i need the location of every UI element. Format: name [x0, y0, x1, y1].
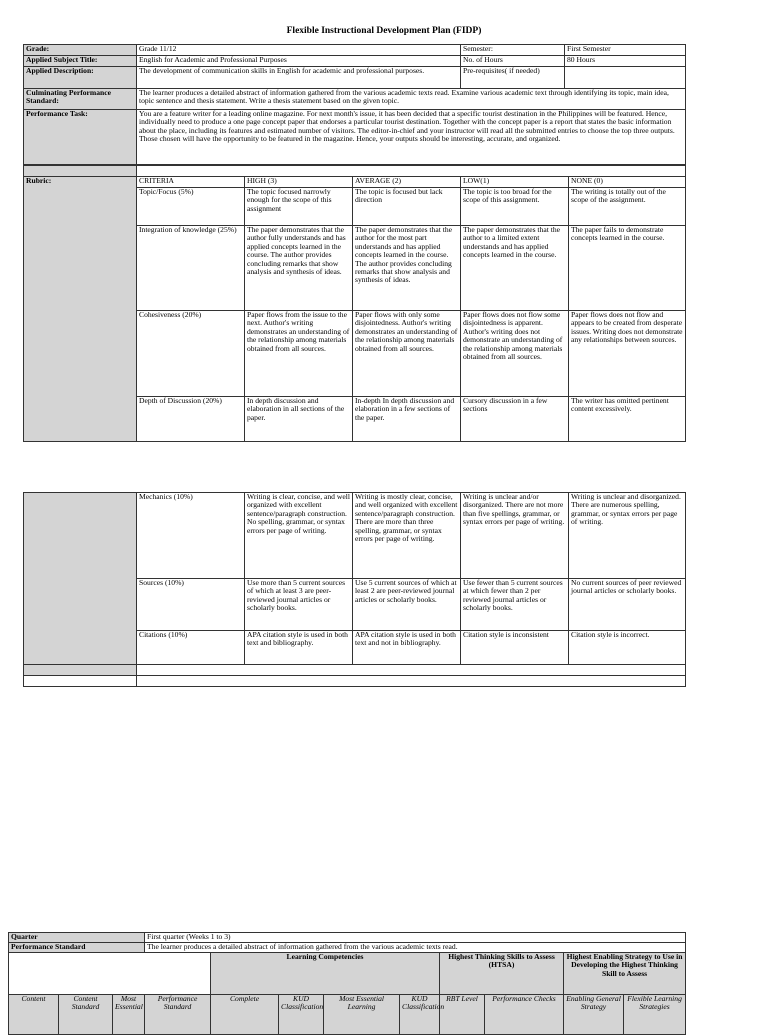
learning-competencies-header: Learning Competencies: [211, 953, 440, 995]
grade-label: Grade:: [24, 45, 137, 56]
quarter-value: First quarter (Weeks 1 to 3): [145, 933, 686, 943]
rubric-criterion: Mechanics (10%): [137, 493, 245, 579]
rubric-cell: Use more than 5 current sources of which at least 3 are peer-reviewed journal articles or scholarly books.: [245, 579, 353, 631]
column-header: KUD Classification: [400, 995, 440, 1035]
quarter-label: Quarter: [9, 933, 145, 943]
rubric-cell: Citation style is incorrect.: [569, 631, 686, 665]
subject-value: English for Academic and Professional Purposes: [137, 56, 461, 67]
rubric-label: Rubric:: [24, 177, 137, 442]
performance-standard-value: The learner produces a detailed abstract of information gathered from the various academic texts read.: [145, 943, 686, 953]
rubric-cell: The paper fails to demonstrate concepts learned in the course.: [569, 226, 686, 311]
standard-label: Culminating Performance Standard:: [24, 89, 137, 110]
prereq-value: [565, 67, 686, 89]
column-header: Flexible Learning Strategies: [624, 995, 686, 1035]
rubric-criterion: Depth of Discussion (20%): [137, 397, 245, 442]
column-header: Enabling General Strategy: [564, 995, 624, 1035]
rubric-cell: In-depth In depth discussion and elaboration in a few sections of the paper.: [353, 397, 461, 442]
prereq-label: Pre-requisites( if needed): [461, 67, 565, 89]
column-header: Performance Checks: [485, 995, 564, 1035]
column-header: RBT Level: [440, 995, 485, 1035]
rubric-cell: APA citation style is used in both text and not in bibliography.: [353, 631, 461, 665]
hours-value: 80 Hours: [565, 56, 686, 67]
column-header: Most Essential Learning: [324, 995, 400, 1035]
rubric-cell: The writer has omitted pertinent content excessively.: [569, 397, 686, 442]
column-header: KUD Classification: [279, 995, 324, 1035]
column-header: Performance Standard: [145, 995, 211, 1035]
description-value: The development of communication skills in English for academic and professional purposes.: [137, 67, 461, 89]
rubric-cell: Cursory discussion in a few sections: [461, 397, 569, 442]
rubric-criterion: Cohesiveness (20%): [137, 311, 245, 397]
rubric-criterion: Citations (10%): [137, 631, 245, 665]
rubric-cell: No current sources of peer reviewed journal articles or scholarly books.: [569, 579, 686, 631]
semester-label: Semester:: [461, 45, 565, 56]
rubric-table: [23, 165, 686, 442]
rubric-cell: Paper flows does not flow and appears to be created from desperate issues. Writing does not demonstrate any relationships between sources.: [569, 311, 686, 397]
rubric-cell: APA citation style is used in both text and bibliography.: [245, 631, 353, 665]
rubric-header: CRITERIA: [137, 177, 245, 188]
rubric-cell: Writing is unclear and disorganized. There are numerous spelling, grammar, or syntax errors per page of writing.: [569, 493, 686, 579]
rubric-header: NONE (0): [569, 177, 686, 188]
rubric-cell: The paper demonstrates that the author fully understands and has applied concepts learned in the course. The author provides concluding remarks that show analysis and synthesis of ideas.: [245, 226, 353, 311]
hours-label: No. of Hours: [461, 56, 565, 67]
page-title: Flexible Instructional Development Plan (FIDP): [286, 26, 482, 36]
semester-value: First Semester: [565, 45, 686, 56]
rubric-cell: The topic focused narrowly enough for the scope of this assignment: [245, 188, 353, 226]
rubric-cell: The topic is too broad for the scope of this assignment.: [461, 188, 569, 226]
rubric-criterion: Integration of knowledge (25%): [137, 226, 245, 311]
rubric-cell: Writing is mostly clear, concise, and well organized with excellent sentence/paragraph construction. There are more than three spelling, grammar, or syntax errors per page of writing.: [353, 493, 461, 579]
task-value: You are a feature writer for a leading online magazine. For next month's issue, it has been decided that a specific tourist destination in the Philippines will be featured. Hence, individually need to produce a one page concept paper that endorses a particular tourist destination. Together with the concept paper is a report that states the basic information about the place, including its features and estimated number of visitors. The editor-in-chief and your instructor will read all the submitted entries to choose the top three outputs. Those chosen will have the opportunity to be featured in the magazine. Hence, your outputs should be interesting, accurate, and organized.: [137, 110, 686, 165]
rubric-cell: The paper demonstrates that the author for the most part understands and has applied concepts learned in the course. The author provides concluding remarks that show analysis and synthesis of ideas.: [353, 226, 461, 311]
grade-value: Grade 11/12: [137, 45, 461, 56]
quarter-table: [8, 932, 686, 1035]
subject-label: Applied Subject Title:: [24, 56, 137, 67]
standard-value: The learner produces a detailed abstract of information gathered from the various academic texts read. Examine various academic text through identifying its topic, main idea, topic sentence and thesis statement. Write a thesis statement based on the given topic.: [137, 89, 686, 110]
rubric-cell: Writing is unclear and/or disorganized. There are not more than five spellings, grammar, or syntax errors per page of writing.: [461, 493, 569, 579]
column-header: Content Standard: [59, 995, 113, 1035]
rubric-cell: Use fewer than 5 current sources at which fewer than 2 per reviewed journal articles or scholarly books.: [461, 579, 569, 631]
column-header: Content: [9, 995, 59, 1035]
performance-standard-label: Performance Standard: [9, 943, 145, 953]
rubric-criterion: Sources (10%): [137, 579, 245, 631]
column-header: Most Essential: [113, 995, 145, 1035]
column-header: Complete: [211, 995, 279, 1035]
rubric-header: HIGH (3): [245, 177, 353, 188]
info-table: [23, 44, 686, 165]
rubric-cell: In depth discussion and elaboration in all sections of the paper.: [245, 397, 353, 442]
rubric-cell: Paper flows does not flow some disjointedness is apparent. Author's writing does not demonstrate an understanding of the relationship among materials obtained from all sources.: [461, 311, 569, 397]
strategy-header: Highest Enabling Strategy to Use in Developing the Highest Thinking Skill to Assess: [564, 953, 686, 995]
rubric-cell: The paper demonstrates that the author to a limited extent understands and has applied concepts learned in the course.: [461, 226, 569, 311]
task-label: Performance Task:: [24, 110, 137, 165]
rubric-cell: Citation style is inconsistent: [461, 631, 569, 665]
rubric-criterion: Topic/Focus (5%): [137, 188, 245, 226]
rubric-cell: Paper flows with only some disjointedness. Author's writing demonstrates an understanding of the relationship among materials obtained from all sources.: [353, 311, 461, 397]
rubric-table-continued: [23, 492, 686, 687]
rubric-cell: Use 5 current sources of which at least 2 are peer-reviewed journal articles or scholarly books.: [353, 579, 461, 631]
rubric-cell: The writing is totally out of the scope of the assignment.: [569, 188, 686, 226]
rubric-header: LOW(1): [461, 177, 569, 188]
rubric-cell: The topic is focused but lack direction: [353, 188, 461, 226]
rubric-cell: Paper flows from the issue to the next. Author's writing demonstrates an understanding of the relationship among materials obtained from all sources.: [245, 311, 353, 397]
rubric-header: AVERAGE (2): [353, 177, 461, 188]
htsa-header: Highest Thinking Skills to Assess (HTSA): [440, 953, 564, 995]
description-label: Applied Description:: [24, 67, 137, 89]
rubric-cell: Writing is clear, concise, and well organized with excellent sentence/paragraph construction. No spelling, grammar, or syntax errors per page of writing.: [245, 493, 353, 579]
